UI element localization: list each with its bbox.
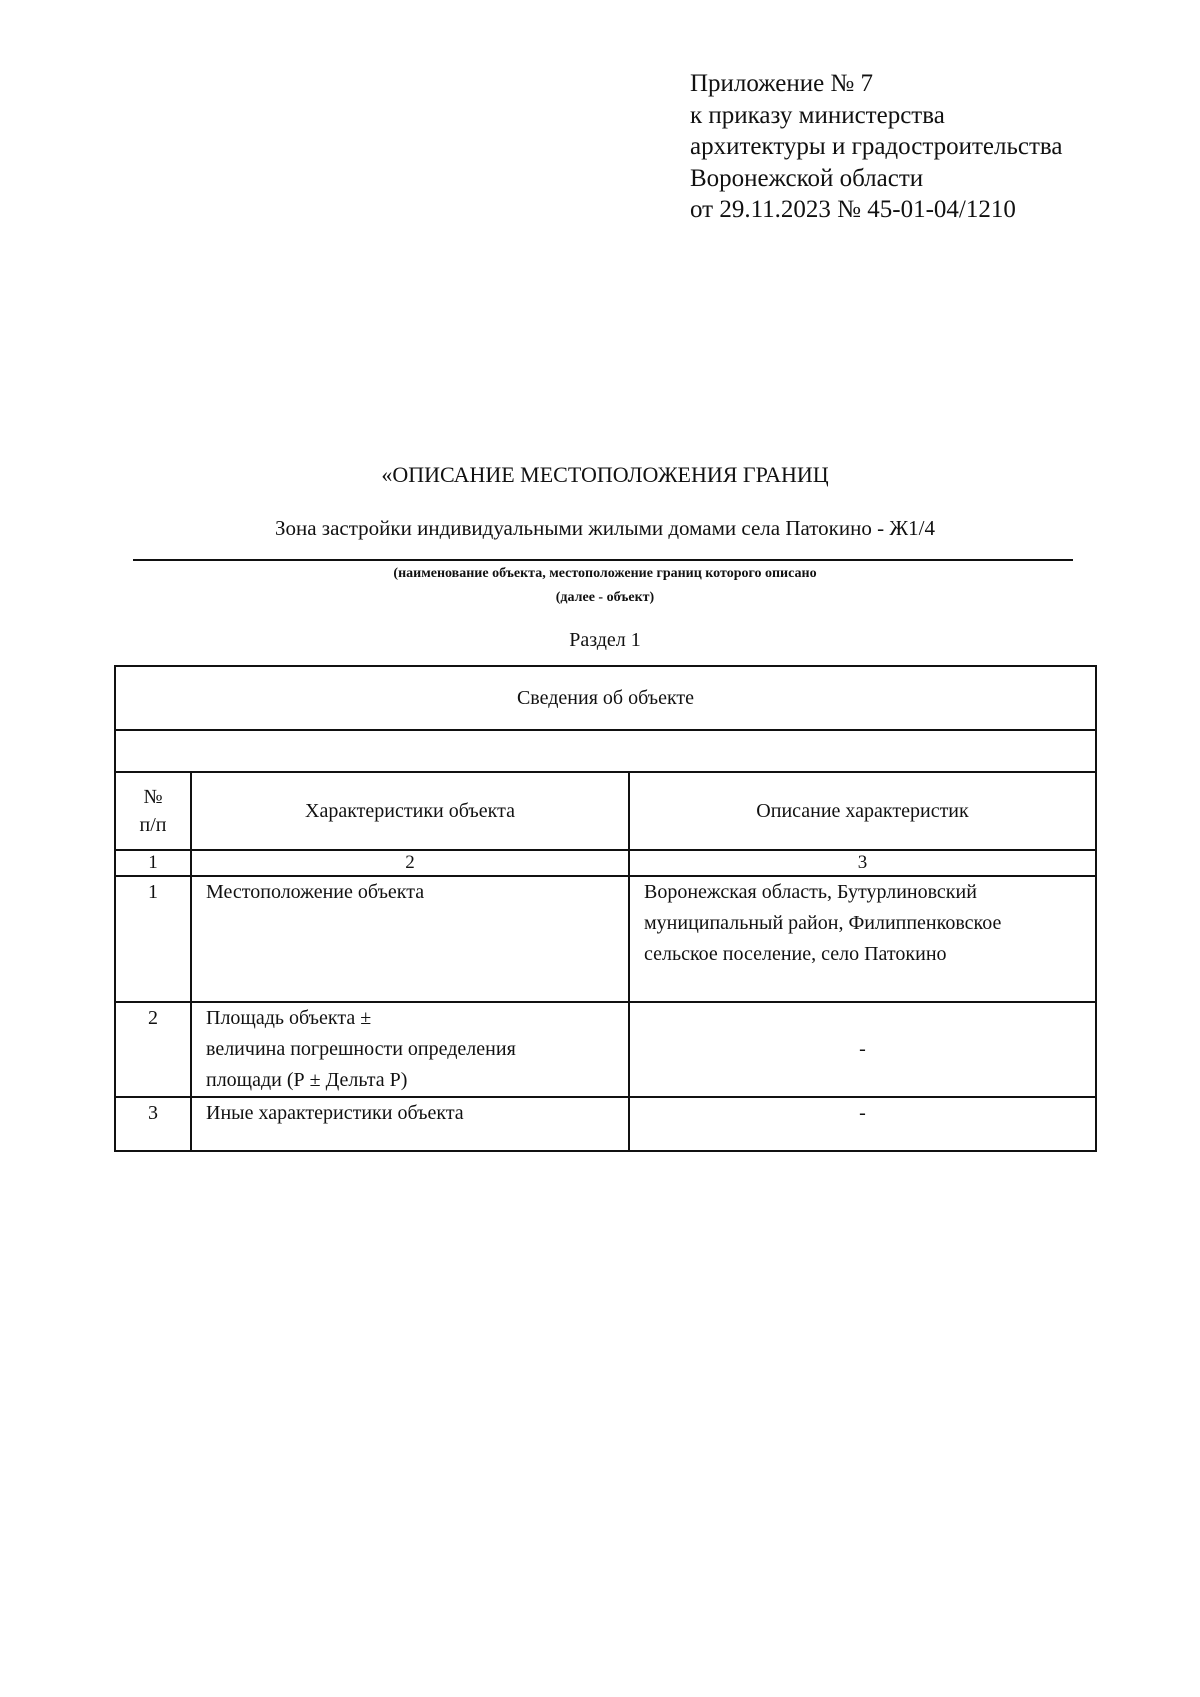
column-header-number [115, 772, 191, 850]
column-header-number-line: п/п [139, 814, 167, 836]
table-header-row [115, 666, 1096, 730]
row-characteristic-line: Площадь объекта ± [206, 1007, 372, 1029]
appendix-line: Воронежской области [690, 164, 924, 192]
row-characteristic: Иные характеристики объекта [191, 1097, 629, 1151]
column-header-characteristics: Характеристики объекта [191, 772, 629, 850]
column-number: 2 [191, 850, 629, 876]
appendix-line: к приказу министерства [690, 101, 945, 129]
object-name-caption: (наименование объекта, местоположение границ которого описано [393, 566, 817, 581]
row-number: 3 [115, 1097, 191, 1151]
object-name: Зона застройки индивидуальными жилыми домами села Патокино - Ж1/4 [274, 516, 936, 540]
row-characteristic-line: площади (Р ± Дельта Р) [206, 1069, 408, 1091]
appendix-block [690, 68, 1062, 226]
column-numbers-row [115, 850, 1096, 876]
appendix-line: от 29.11.2023 № 45-01-04/1210 [690, 196, 1016, 223]
object-info-table [114, 665, 1097, 1152]
column-number: 3 [629, 850, 1096, 876]
column-header-description: Описание характеристик [629, 772, 1096, 850]
row-characteristic-line: величина погрешности определения [206, 1038, 516, 1060]
column-headers-row [115, 772, 1096, 850]
object-name-caption: (далее - объект) [555, 590, 655, 605]
column-number: 1 [115, 850, 191, 876]
empty-cell [115, 730, 1096, 772]
document-title: «ОПИСАНИЕ МЕСТОПОЛОЖЕНИЯ ГРАНИЦ [381, 462, 829, 487]
section-title: Раздел 1 [569, 629, 641, 651]
row-characteristic [191, 1002, 629, 1097]
table-row [115, 1002, 1096, 1097]
appendix-line: Приложение № 7 [690, 70, 874, 97]
row-description: - [629, 1002, 1096, 1097]
table-header: Сведения об объекте [115, 666, 1096, 730]
row-description-line: сельское поселение, село Патокино [644, 943, 947, 965]
row-number: 2 [115, 1002, 191, 1097]
row-number: 1 [115, 876, 191, 1002]
appendix-line: архитектуры и градостроительства [690, 133, 1063, 160]
table-row [115, 876, 1096, 1002]
object-name-underline [133, 559, 1073, 561]
row-description: - [629, 1097, 1096, 1151]
row-description-line: муниципальный район, Филиппенковское [644, 912, 1002, 934]
row-characteristic: Местоположение объекта [191, 876, 629, 1002]
column-header-number-line: № [143, 786, 163, 808]
row-description [629, 876, 1096, 1002]
row-description-line: Воронежская область, Бутурлиновский [644, 881, 977, 903]
table-empty-row [115, 730, 1096, 772]
table-row [115, 1097, 1096, 1151]
